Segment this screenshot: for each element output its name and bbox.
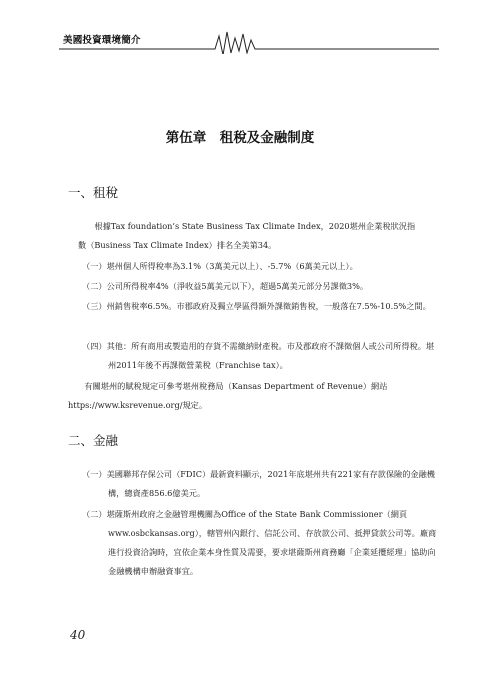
- finance-item-1: （一）美國聯邦存保公司（FDIC）最新資料顯示，2021年底堪州共有221家有存款保險的金融機構，總資產856.6億美元。: [82, 469, 435, 498]
- page-header: [59, 22, 439, 54]
- tax-item-1: （一）堪州個人所得稅率為3.1%（3萬美元以上）、-5.7%（6萬美元以上）。: [82, 261, 358, 271]
- header-title: 美國投資環境簡介: [63, 35, 141, 46]
- tax-item-2: （二）公司所得稅率4%（淨收益5萬美元以下），超過5萬美元部分另課徵3%。: [82, 281, 369, 291]
- finance-item-2: （二）堪薩斯州政府之金融管理機關為Office of the State Bank Commissioner（網頁www.osbckansas.org），轄管州內銀行、信託公司、存放款公司、抵押貸款公司等。廠商進行投資洽詢時，宜依企業本身性質及需要，要求堪薩斯州商務廳「企業延攬經理」協助向金融機構申辦融資事宜。: [82, 509, 437, 576]
- page-number: 40: [70, 628, 86, 642]
- tax-item-3: （三）州銷售稅率6.5%。市郡政府及獨立學區得額外課徵銷售稅，一般落在7.5%-10.5%之間。: [82, 301, 431, 311]
- tax-closing-paragraph: 有關堪州的賦稅規定可參考堪州稅務局（Kansas Department of Revenue）網站https://www.ksrevenue.org/規定。: [68, 381, 388, 410]
- section-heading-finance: 二、金融: [68, 433, 119, 448]
- tax-item-4: （四）其他：所有商用或製造用的存貨不需繳納財產稅。市及郡政府不課徵個人或公司所得稅。堪州2011年後不再課徵營業稅（Franchise tax）。: [82, 341, 435, 370]
- tax-intro-paragraph: 根據Tax foundation’s State Business Tax Climate Index，2020堪州企業稅狀況指數（Business Tax Climate Index）排名全美第34。: [78, 221, 416, 250]
- section-heading-tax: 一、租稅: [68, 185, 119, 200]
- chapter-title: 第伍章 租稅及金融制度: [165, 130, 315, 146]
